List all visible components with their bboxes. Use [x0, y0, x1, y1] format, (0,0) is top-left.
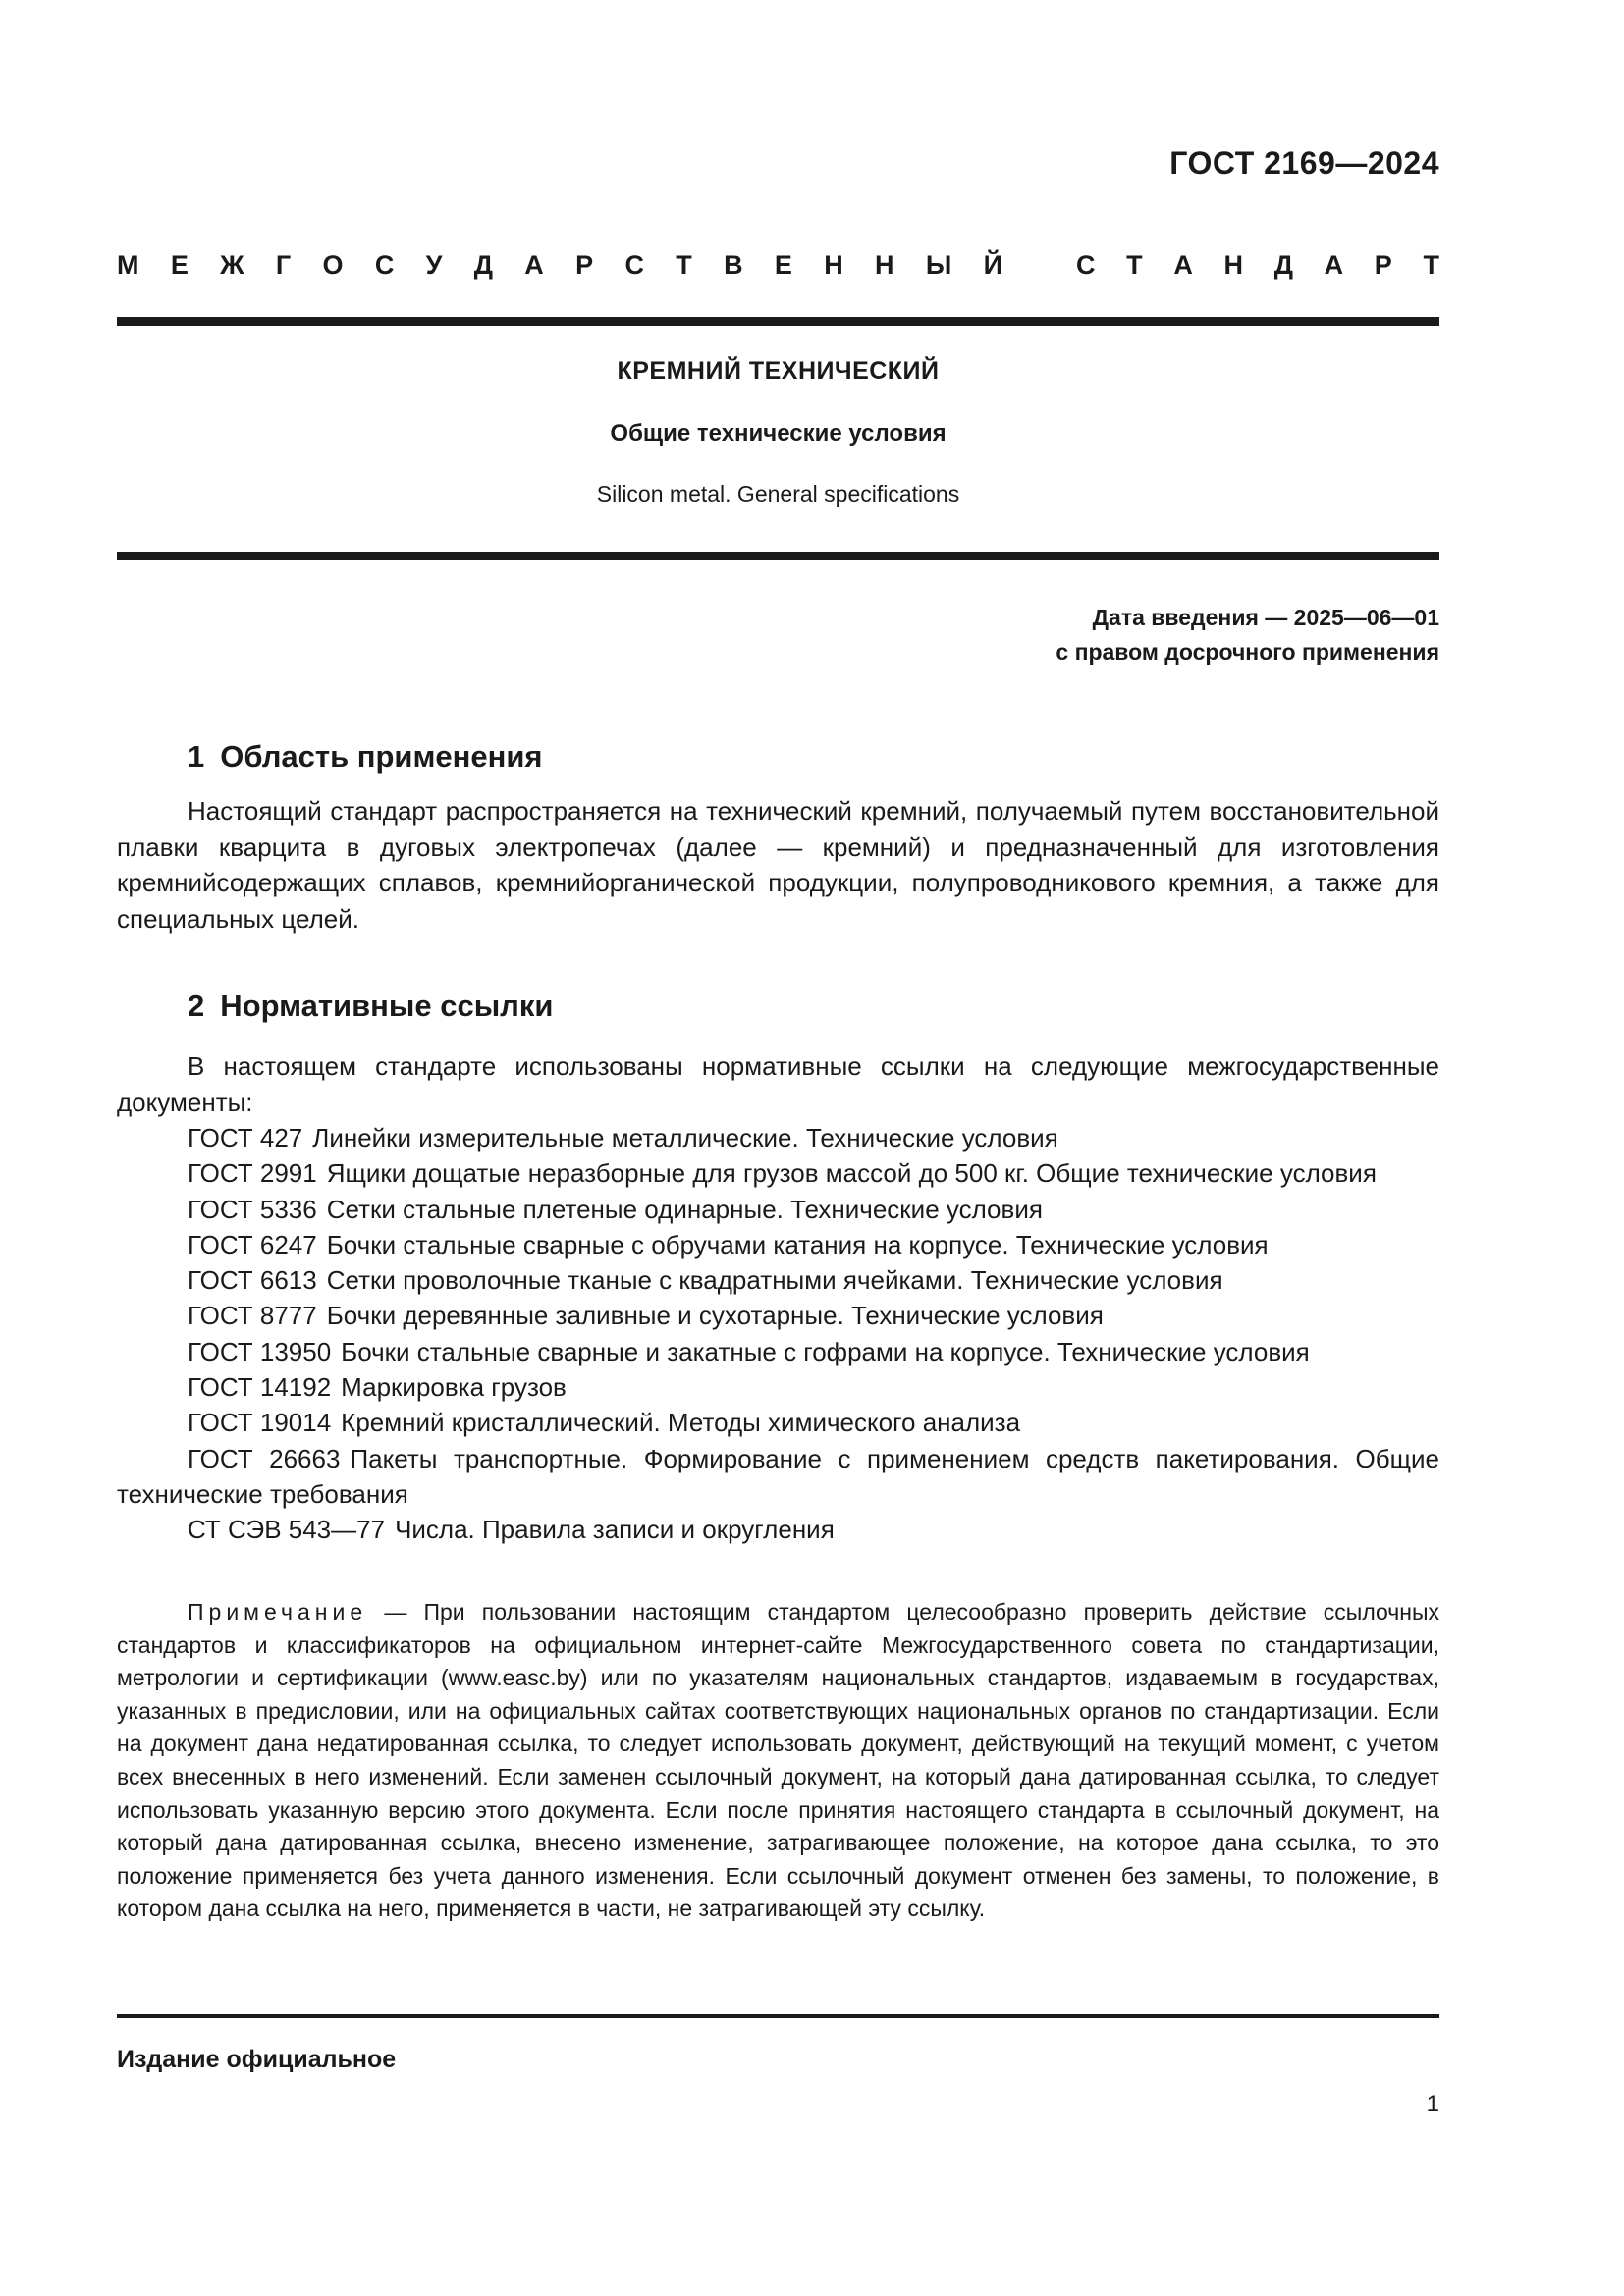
reference-title: Сетки проволочные тканые с квадратными ячейками. Технические условия: [326, 1265, 1223, 1296]
section-2-heading: [188, 988, 553, 1024]
reference-title: Сетки стальные плетеные одинарные. Технические условия: [326, 1194, 1043, 1224]
section-2-number: 2: [188, 988, 205, 1023]
reference-code: ГОСТ 26663: [188, 1443, 341, 1473]
section-1-title: Область применения: [220, 739, 543, 774]
effective-date-block: [1056, 601, 1439, 669]
reference-title: Кремний кристаллический. Методы химического анализа: [341, 1408, 1021, 1438]
standard-type-heading: [117, 250, 1439, 281]
reference-item: [117, 1192, 1439, 1227]
standard-type-word-1: М Е Ж Г О С У Д А Р С Т В Е Н Н Ы Й: [117, 250, 1002, 280]
document-page: [117, 0, 1439, 2296]
reference-item: [117, 1298, 1439, 1333]
page-number: 1: [1426, 2091, 1439, 2117]
title-divider: [117, 552, 1439, 560]
reference-item: [117, 1227, 1439, 1262]
reference-code: СТ СЭВ 543—77: [188, 1515, 386, 1545]
section-2-intro-text: В настоящем стандарте использованы нормативные ссылки на следующие межгосударственные документы:: [117, 1051, 1439, 1117]
reference-title: Бочки стальные сварные с обручами катания на корпусе. Технические условия: [326, 1229, 1269, 1259]
note-text: — При пользовании настоящим стандартом целесообразно проверить действие ссылочных стандартов и классификаторов на официальном интернет-сайте Межгосударственного совета по стандартизации, метрологии и сертификации (www.easc.by) или по указателям национальных стандартов, издаваемым в государствах, указанных в предисловии, или на официальных сайтах соответствующих национальных органов по стандартизации. Если на документ дана недатированная ссылка, то следует использовать документ, действующий на текущий момент, с учетом всех внесенных в него изменений. Если заменен ссылочный документ, на который дана датированная ссылка, то следует использовать указанную версию этого документа. Если после принятия настоящего стандарта в ссылочный документ, на который дана датированная ссылка, внесено изменение, затрагивающее положение, на которое дана ссылка, то это положение применяется без учета данного изменения. Если ссылочный документ отменен без замены, то положение, в котором дана ссылка на него, применяется в части, не затрагивающей эту ссылку.: [117, 1599, 1440, 1922]
early-application-note: с правом досрочного применения: [1056, 639, 1439, 665]
official-edition-label: Издание официальное: [117, 2046, 397, 2073]
reference-item: [117, 1512, 1439, 1547]
reference-code: ГОСТ 14192: [188, 1372, 332, 1403]
reference-title: Пакеты транспортные. Формирование с применением средств пакетирования. Общие технические требования: [117, 1443, 1439, 1509]
reference-title: Маркировка грузов: [341, 1372, 567, 1403]
document-subtitle: Общие технические условия: [610, 420, 947, 447]
reference-item: [117, 1441, 1439, 1513]
reference-code: ГОСТ 427: [188, 1123, 303, 1152]
document-number: ГОСТ 2169—2024: [1169, 145, 1439, 181]
reference-code: ГОСТ 5336: [188, 1194, 317, 1224]
reference-code: ГОСТ 8777: [188, 1301, 317, 1331]
note-block: [117, 1596, 1439, 1926]
effective-date: Дата введения — 2025—06—01: [1092, 605, 1439, 630]
reference-title: Числа. Правила записи и округления: [395, 1515, 835, 1545]
reference-code: ГОСТ 19014: [188, 1408, 332, 1438]
reference-item: [117, 1155, 1439, 1191]
reference-item: [117, 1334, 1439, 1369]
reference-title: Линейки измерительные металлические. Технические условия: [312, 1123, 1058, 1152]
standard-type-word-2: С Т А Н Д А Р Т: [1076, 250, 1439, 280]
reference-item: [117, 1262, 1439, 1298]
document-title-english: Silicon metal. General specifications: [596, 481, 960, 507]
title-block: [117, 353, 1439, 510]
reference-title: Ящики дощатые неразборные для грузов массой до 500 кг. Общие технические условия: [326, 1158, 1377, 1189]
reference-title: Бочки стальные сварные и закатные с гофрами на корпусе. Технические условия: [341, 1336, 1310, 1366]
section-2-title: Нормативные ссылки: [220, 988, 554, 1023]
reference-code: ГОСТ 13950: [188, 1336, 332, 1366]
reference-item: [117, 1369, 1439, 1405]
section-1-number: 1: [188, 739, 205, 774]
reference-code: ГОСТ 2991: [188, 1158, 317, 1189]
footer-divider: [117, 2014, 1439, 2018]
section-1-paragraph: [117, 793, 1439, 936]
document-title: КРЕМНИЙ ТЕХНИЧЕСКИЙ: [617, 357, 940, 385]
reference-item: [117, 1405, 1439, 1440]
reference-code: ГОСТ 6247: [188, 1229, 317, 1259]
section-1-text: Настоящий стандарт распространяется на технический кремний, получаемый путем восстановительной плавки кварцита в дуговых электропечах (далее — кремний) и предназначенный для изготовления кремнийсодержащих сплавов, кремнийорганической продукции, полупроводникового кремния, а также для специальных целей.: [117, 796, 1439, 934]
normative-references-list: [117, 1120, 1439, 1548]
top-divider: [117, 317, 1439, 326]
section-2-intro: [117, 1048, 1439, 1120]
section-1-heading: [188, 739, 543, 774]
reference-title: Бочки деревянные заливные и сухотарные. Технические условия: [326, 1301, 1104, 1331]
note-label: Примечание: [188, 1599, 368, 1625]
reference-item: [117, 1120, 1439, 1155]
reference-code: ГОСТ 6613: [188, 1265, 317, 1296]
